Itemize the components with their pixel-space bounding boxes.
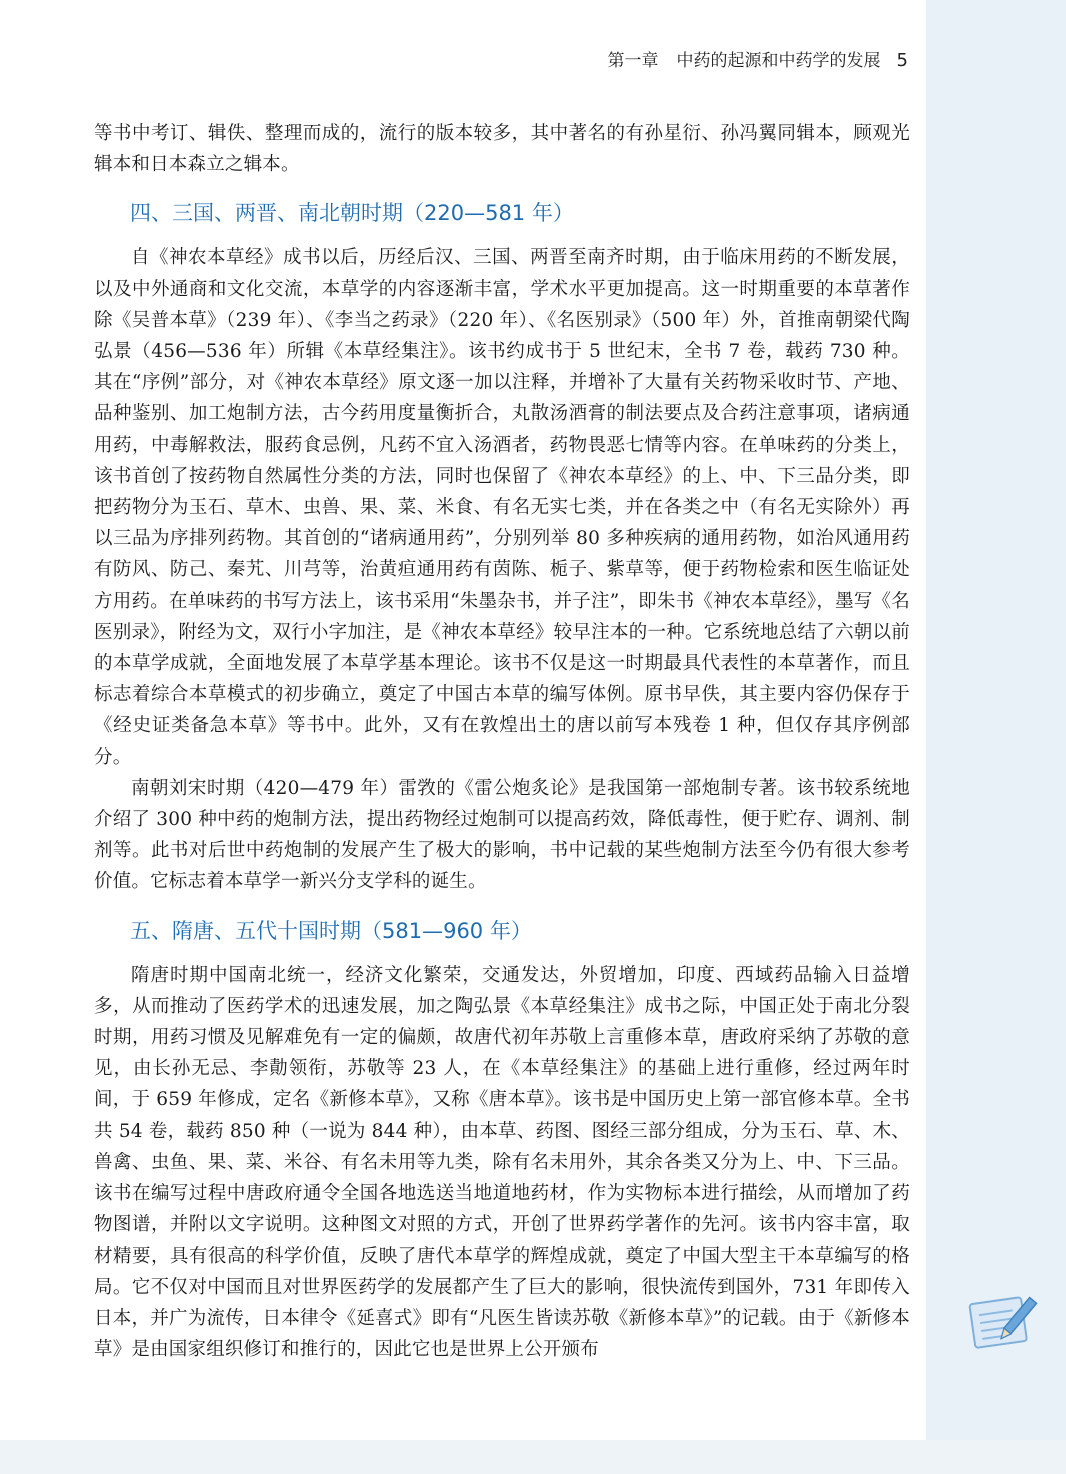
side-margin-strip	[926, 0, 1066, 1474]
section-heading-4: 四、三国、两晋、南北朝时期（220—581 年）	[130, 201, 574, 226]
running-header	[608, 46, 908, 71]
bottom-margin-strip	[0, 1440, 1066, 1474]
section-heading-5: 五、隋唐、五代十国时期（581—960 年）	[130, 918, 532, 943]
paragraph-continued: 等书中考订、辑佚、整理而成的，流行的版本较多，其中著名的有孙星衍、孙冯翼同辑本，顾观光辑本和日本森立之辑本。	[94, 123, 910, 176]
chapter-label: 第一章	[607, 51, 659, 71]
paragraph: 隋唐时期中国南北统一，经济文化繁荣，交通发达，外贸增加，印度、西域药品输入日益增多，从而推动了医药学术的迅速发展，加之陶弘景《本草经集注》成书之际，中国正处于南北分裂时期，用药习惯及见解难免有一定的偏颇，故唐代初年苏敬上言重修本草，唐政府采纳了苏敬的意见，由长孙无忌、李勣领衔，苏敬等 23 人，在《本草经集注》的基础上进行重修，经过两年时间，于 659 年修成，定名《新修本草》，又称《唐本草》。该书是中国历史上第一部官修本草。全书共 54 卷，载药 850 种（一说为 844 种），由本草、药图、图经三部分组成，分为玉石、草、木、兽禽、虫鱼、果、菜、米谷、有名未用等九类，除有名未用外，其余各类又分为上、中、下三品。该书在编写过程中唐政府通令全国各地选送当地道地药材，作为实物标本进行描绘，从而增加了药物图谱，并附以文字说明。这种图文对照的方式，开创了世界药学著作的先河。该书内容丰富，取材精要，具有很高的科学价值，反映了唐代本草学的辉煌成就，奠定了中国大型主干本草编写的格局。它不仅对中国而且对世界医药学的发展都产生了巨大的影响，很快流传到国外，731 年即传入日本，并广为流传，日本律令《延喜式》即有“凡医生皆读苏敬《新修本草》”的记载。由于《新修本草》是由国家组织修订和推行的，因此它也是世界上公开颁布	[94, 964, 910, 1361]
paragraph: 自《神农本草经》成书以后，历经后汉、三国、两晋至南齐时期，由于临床用药的不断发展，以及中外通商和文化交流，本草学的内容逐渐丰富，学术水平更加提高。这一时期重要的本草著作除《吴普本草》（239 年）、《李当之药录》（220 年）、《名医别录》（500 年）外，首推南朝梁代陶弘景（456—536 年）所辑《本草经集注》。该书约成书于 5 世纪末，全书 7 卷，载药 730 种。其在“序例”部分，对《神农本草经》原文逐一加以注释，并增补了大量有关药物采收时节、产地、品种鉴别、加工炮制方法，古今药用度量衡折合，丸散汤酒膏的制法要点及合药注意事项，诸病通用药，中毒解救法，服药食忌例，凡药不宜入汤酒者，药物畏恶七情等内容。在单味药的分类上，该书首创了按药物自然属性分类的方法，同时也保留了《神农本草经》的上、中、下三品分类，即把药物分为玉石、草木、虫兽、果、菜、米食、有名无实七类，并在各类之中（有名无实除外）再以三品为序排列药物。其首创的“诸病通用药”，分别列举 80 多种疾病的通用药物，如治风通用药有防风、防己、秦艽、川芎等，治黄疸通用药有茵陈、栀子、紫草等，便于药物检索和医生临证处方用药。在单味药的书写方法上，该书采用“朱墨杂书，并子注”，即朱书《神农本草经》，墨写《名医别录》，附经为文，双行小字加注，是《神农本草经》较早注本的一种。它系统地总结了六朝以前的本草学成就，全面地发展了本草学基本理论。该书不仅是这一时期最具代表性的本草著作，而且标志着综合本草模式的初步确立，奠定了中国古本草的编写体例。原书早佚，其主要内容仍保存于《经史证类备急本草》等书中。此外，又有在敦煌出土的唐以前写本残卷 1 种，但仅存其序例部分。	[94, 247, 910, 768]
chapter-title: 中药的起源和中药学的发展	[676, 51, 881, 71]
page-number: 5	[896, 50, 908, 71]
notebook-pencil-icon	[966, 1290, 1038, 1352]
body-text	[94, 118, 910, 1365]
paragraph: 南朝刘宋时期（420—479 年）雷敩的《雷公炮炙论》是我国第一部炮制专著。该书较系统地介绍了 300 种中药的炮制方法，提出药物经过炮制可以提高药效，降低毒性，便于贮存、调剂、制剂等。此书对后世中药炮制的发展产生了极大的影响，书中记载的某些炮制方法至今仍有很大参考价值。它标志着本草学一新兴分支学科的诞生。	[94, 777, 910, 893]
